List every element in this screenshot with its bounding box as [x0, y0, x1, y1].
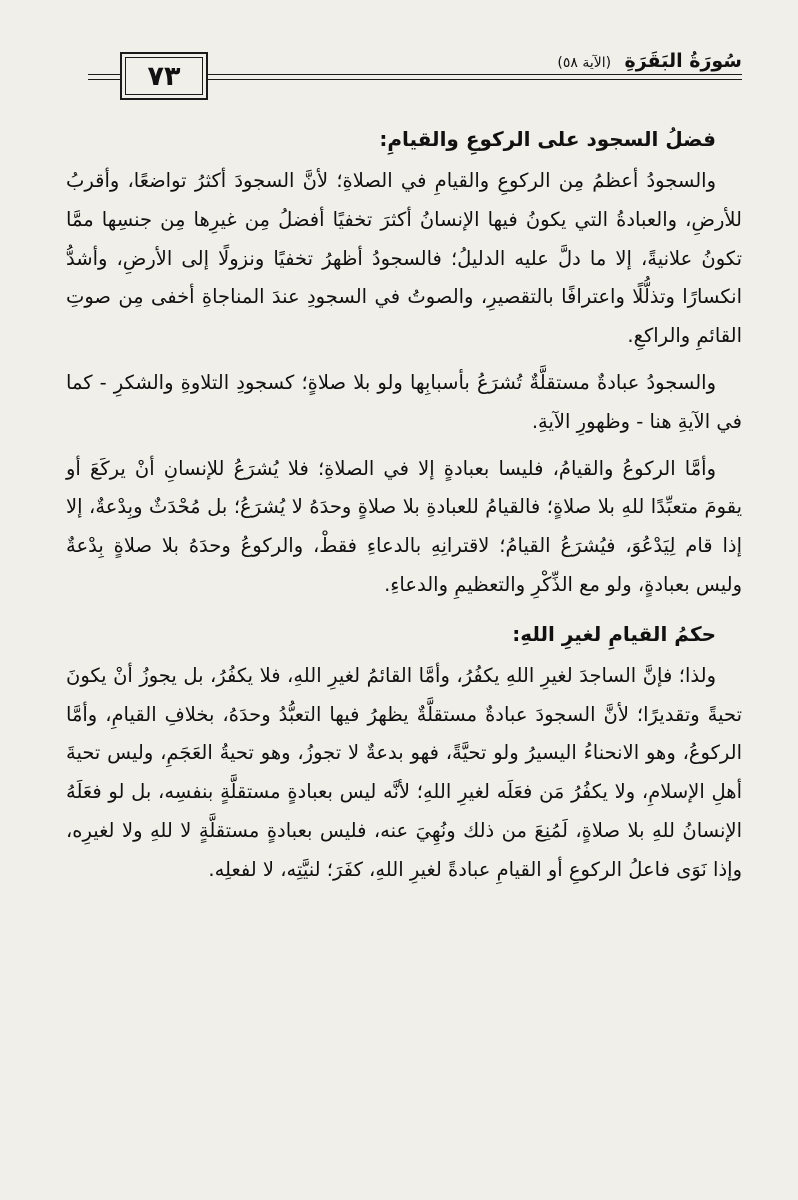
page-number: ٧٣ — [147, 60, 181, 92]
paragraph: والسجودُ عبادةٌ مستقلَّةٌ تُشرَعُ بأسبابِها ولو بلا صلاةٍ؛ كسجودِ التلاوةِ والشكرِ - كما في الآيةِ هنا - وظهورِ الآيةِ. — [66, 370, 742, 433]
page-body — [66, 118, 742, 890]
header-title — [549, 50, 742, 72]
ayah-reference: (الآية ٥٨) — [557, 55, 612, 71]
page-number-box — [120, 52, 208, 100]
running-header — [88, 48, 742, 100]
section-heading: حكمُ القيامِ لغيرِ اللهِ: — [512, 621, 716, 646]
surah-title: سُورَةُ البَقَرَةِ — [624, 50, 742, 72]
paragraph: وأمَّا الركوعُ والقيامُ، فليسا بعبادةٍ إلا في الصلاةِ؛ فلا يُشرَعُ للإنسانِ أنْ يركَعَ أو يقومَ متعبِّدًا للهِ بلا صلاةٍ؛ فالقيامُ للعبادةِ بلا صلاةٍ وحدَهُ لا يُشرَعُ؛ بل مُحْدَثٌ وبِدْعةٌ، إلا إذا قام لِيَدْعُوَ، فيُشرَعُ القيامُ؛ لاقترانِهِ بالدعاءِ فقطْ، والركوعُ وحدَهُ بلا صلاةٍ بِدْعةٌ وليس بعبادةٍ، ولو مع الذِّكْرِ والتعظيمِ والدعاءِ. — [66, 456, 742, 596]
paragraph: والسجودُ أعظمُ مِن الركوعِ والقيامِ في الصلاةِ؛ لأنَّ السجودَ أكثرُ تواضعًا، وأقربُ للأرضِ، والعبادةُ التي يكونُ فيها الإنسانُ أكثرَ تخفيًا أفضلُ مِن غيرِها مِن جنسِها ممَّا تكونُ علانيةً، إلا ما دلَّ عليه الدليلُ؛ فالسجودُ أظهرُ تخفيًا ونزولًا إلى الأرضِ، وأشدُّ انكسارًا وتذلُّلًا واعترافًا بالتقصيرِ، والصوتُ في السجودِ عندَ المناجاةِ أخفى مِن صوتِ القائمِ والراكعِ. — [66, 169, 742, 348]
paragraph: ولذا؛ فإنَّ الساجدَ لغيرِ اللهِ يكفُرُ، وأمَّا القائمُ لغيرِ اللهِ، فلا يكفُرُ، بل يجوزُ أنْ يكونَ تحيةً وتقديرًا؛ لأنَّ السجودَ عبادةٌ مستقلَّةٌ يظهرُ فيها التعبُّدُ وحدَهُ، بخلافِ القيامِ، وأمَّا الركوعُ، وهو الانحناءُ اليسيرُ ولو تحيَّةً، فهو بدعةٌ لا تجوزُ، وهو تحيةُ العَجَمِ، وليس تحيةَ أهلِ الإسلامِ، ولا يكفُرُ مَن فعَلَه لغيرِ اللهِ؛ لأنَّه ليس بعبادةٍ مستقلَّةٍ بنفسِه، بل لو فعَلَهُ الإنسانُ للهِ بلا صلاةٍ، لَمُنِعَ من ذلك ونُهِيَ عنه، فليس بعبادةٍ مستقلَّةٍ لا للهِ ولا لغيرِه، وإذا نَوَى فاعلُ الركوعِ أو القيامِ عبادةً لغيرِ اللهِ، كفَرَ؛ لنيَّتِه، لا لفعلِه. — [66, 663, 742, 881]
section-heading: فضلُ السجود على الركوعِ والقيامِ: — [379, 127, 716, 151]
